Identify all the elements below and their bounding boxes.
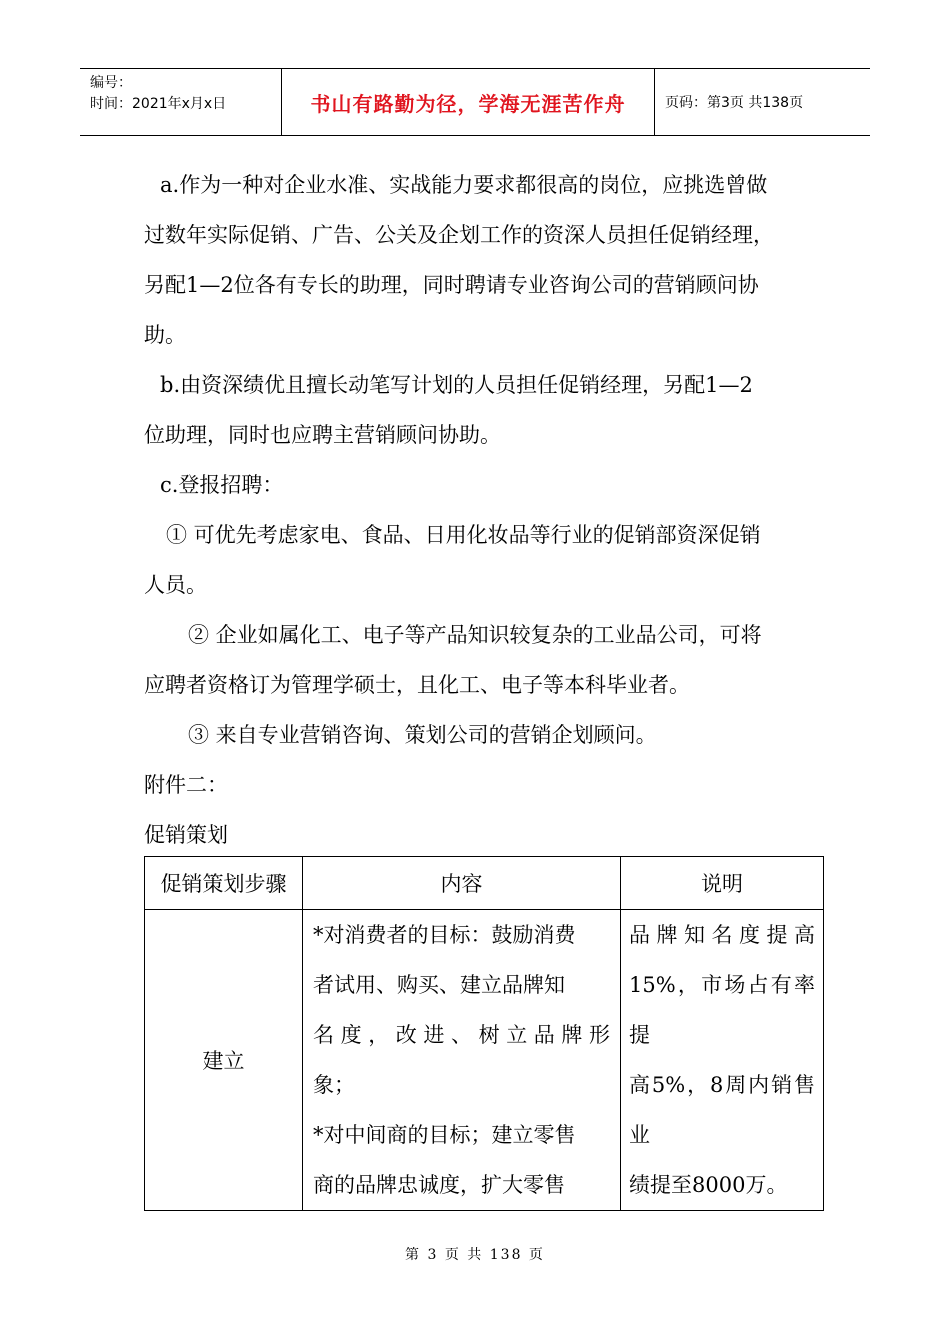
header-motto: 书山有路勤为径，学海无涯苦作舟	[282, 69, 655, 135]
document-body	[144, 160, 824, 860]
attachment-label: 附件二：	[144, 773, 228, 797]
paragraph-c-line: c.登报招聘：	[160, 473, 284, 497]
content-line: 者试用、购买、建立品牌知	[313, 973, 565, 997]
paragraph-a-line: 过数年实际促销、广告、公关及企划工作的资深人员担任促销经理，	[144, 223, 774, 247]
list-item-2-line: ② 企业如属化工、电子等产品知识较复杂的工业品公司，可将	[188, 623, 762, 647]
paragraph-b-line: b.由资深绩优且擅长动笔写计划的人员担任促销经理，另配1—2	[160, 373, 753, 397]
table-cell-note	[621, 910, 824, 1211]
content-line: *对消费者的目标：鼓励消费	[313, 923, 576, 947]
note-line: 高5%，8周内销售业	[629, 1073, 815, 1147]
serial-label: 编号：	[90, 75, 132, 91]
table-cell-content	[303, 910, 621, 1211]
table-cell-step: 建立	[145, 910, 303, 1211]
table-header-cell: 内容	[303, 857, 621, 910]
list-item-1-line: ① 可优先考虑家电、食品、日用化妆品等行业的促销部资深促销	[166, 523, 761, 547]
note-line: 品牌知名度提高	[629, 923, 815, 947]
header-page-info: 页码：第3页 共138页	[665, 95, 804, 111]
content-line: 象；	[313, 1073, 355, 1097]
table-header-row	[145, 857, 824, 910]
table-header-cell: 促销策划步骤	[145, 857, 303, 910]
content-line: 商的品牌忠诚度，扩大零售	[313, 1173, 565, 1197]
promotion-plan-table	[144, 856, 824, 1211]
paragraph-a-line: a.作为一种对企业水准、实战能力要求都很高的岗位，应挑选曾做	[160, 173, 768, 197]
paragraph-b-line: 位助理，同时也应聘主营销顾问协助。	[144, 423, 501, 447]
table-header-cell: 说明	[621, 857, 824, 910]
note-line: 15%，市场占有率提	[629, 973, 815, 1047]
time-label: 时间：2021年x月x日	[90, 96, 227, 112]
paragraph-a-line: 助。	[144, 323, 186, 347]
list-item-2-line: 应聘者资格订为管理学硕士，且化工、电子等本科毕业者。	[144, 673, 690, 697]
list-item-3-line: ③ 来自专业营销咨询、策划公司的营销企划顾问。	[188, 723, 657, 747]
paragraph-a-line: 另配1—2位各有专长的助理，同时聘请专业咨询公司的营销顾问协	[144, 273, 759, 297]
list-item-1-line: 人员。	[144, 573, 207, 597]
header-meta	[80, 69, 282, 135]
table-row	[145, 910, 824, 1211]
content-line: *对中间商的目标；建立零售	[313, 1123, 576, 1147]
note-line: 绩提至8000万。	[629, 1173, 788, 1197]
page-header	[80, 68, 870, 136]
section-title: 促销策划	[144, 823, 228, 847]
content-line: 名度，改进、树立品牌形	[313, 1023, 610, 1047]
page-footer: 第 3 页 共 138 页	[405, 1247, 545, 1263]
